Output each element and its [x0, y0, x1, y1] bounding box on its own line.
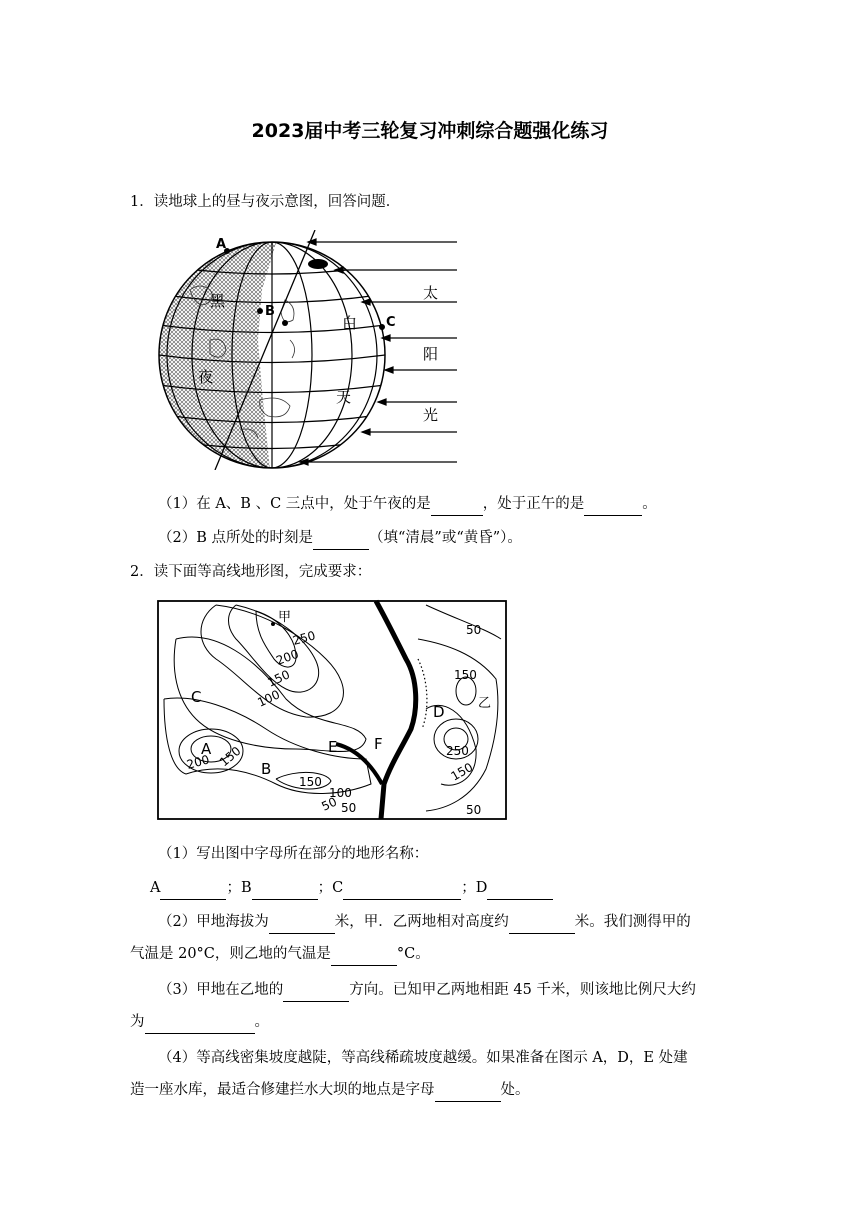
contour-label: 50	[341, 801, 357, 815]
contour-label: 250	[291, 628, 317, 648]
day-night-globe-figure	[150, 230, 470, 470]
letter-f-label: F	[374, 735, 383, 753]
letter-a-label: A	[201, 740, 212, 758]
contour-label: 200	[274, 646, 301, 668]
answer-blank-c[interactable]	[343, 883, 461, 900]
question-1-part-2: （2）B 点所处的时刻是 （填“清晨”或“黄昏”）。	[158, 528, 522, 550]
contour-map-figure	[156, 599, 508, 821]
letter-d-label: D	[433, 703, 445, 721]
point-c-label: C	[386, 315, 396, 330]
contour-label: 150	[299, 775, 322, 789]
question-number: 2．	[130, 564, 154, 580]
question-2-part-3-cont: 为 。	[130, 1012, 269, 1034]
place-jia-label: 甲	[278, 610, 292, 625]
question-2-part-1-blanks: A ；B ；C ；D	[150, 878, 553, 900]
day-label-1: 白	[342, 314, 358, 332]
answer-blank[interactable]	[509, 917, 575, 934]
contour-label: 100	[329, 786, 352, 800]
letter-b-label: B	[261, 760, 272, 778]
answer-blank[interactable]	[313, 533, 369, 550]
contour-label: 50	[466, 803, 482, 817]
question-2-part-3: （3）甲地在乙地的 方向。已知甲乙两地相距 45 千米，则该地比例尺大约	[158, 980, 696, 1002]
page-title: 2023届中考三轮复习冲刺综合题强化练习	[251, 120, 609, 142]
question-1-part-1: （1）在 A、B 、C 三点中，处于午夜的是 ，处于正午的是 。	[158, 494, 657, 516]
contour-label: 150	[454, 668, 477, 682]
contour-label: 250	[446, 744, 469, 758]
place-yi-label: 乙	[478, 696, 492, 711]
sun-label-1: 太	[423, 284, 439, 302]
contour-label: 150	[448, 760, 476, 784]
answer-blank[interactable]	[269, 917, 335, 934]
question-2-part-1: （1）写出图中字母所在部分的地形名称：	[158, 846, 429, 862]
answer-blank-b[interactable]	[252, 883, 318, 900]
night-label-1: 黑	[210, 292, 226, 310]
contour-label: 200	[185, 752, 211, 772]
contour-label: 50	[466, 623, 482, 637]
question-2-part-4-cont: 造一座水库，最适合修建拦水大坝的地点是字母 处。	[130, 1080, 530, 1102]
point-b-label: B	[265, 304, 275, 319]
answer-blank[interactable]	[584, 499, 642, 516]
answer-blank[interactable]	[331, 949, 397, 966]
contour-label: 100	[255, 687, 283, 710]
question-1-stem: 1．读地球上的昼与夜示意图，回答问题．	[130, 194, 401, 210]
answer-blank[interactable]	[283, 985, 349, 1002]
answer-blank[interactable]	[431, 499, 483, 516]
day-label-2: 天	[336, 388, 352, 406]
contour-label: 150	[265, 667, 293, 690]
answer-blank[interactable]	[145, 1017, 255, 1034]
question-2-part-4: （4）等高线密集坡度越陡，等高线稀疏坡度越缓。如果准备在图示 A，D，E 处建	[158, 1050, 688, 1066]
question-2-stem: 2．读下面等高线地形图，完成要求：	[130, 564, 372, 580]
question-2-part-2: （2）甲地海拔为 米，甲．乙两地相对高度约 米。我们测得甲的	[158, 912, 691, 934]
contour-label: 150	[216, 743, 244, 770]
letter-e-label: E	[328, 738, 338, 756]
letter-c-label: C	[191, 688, 202, 706]
question-2-part-2-cont: 气温是 20°C，则乙地的气温是 °C。	[130, 944, 430, 966]
contour-label: 50	[319, 794, 340, 814]
answer-blank[interactable]	[435, 1085, 501, 1102]
question-number: 1．	[130, 194, 154, 210]
point-a-label: A	[216, 237, 227, 252]
sun-label-2: 阳	[423, 345, 439, 363]
sun-label-3: 光	[423, 406, 439, 424]
night-label-2: 夜	[198, 368, 214, 386]
answer-blank-a[interactable]	[160, 883, 226, 900]
answer-blank-d[interactable]	[487, 883, 553, 900]
